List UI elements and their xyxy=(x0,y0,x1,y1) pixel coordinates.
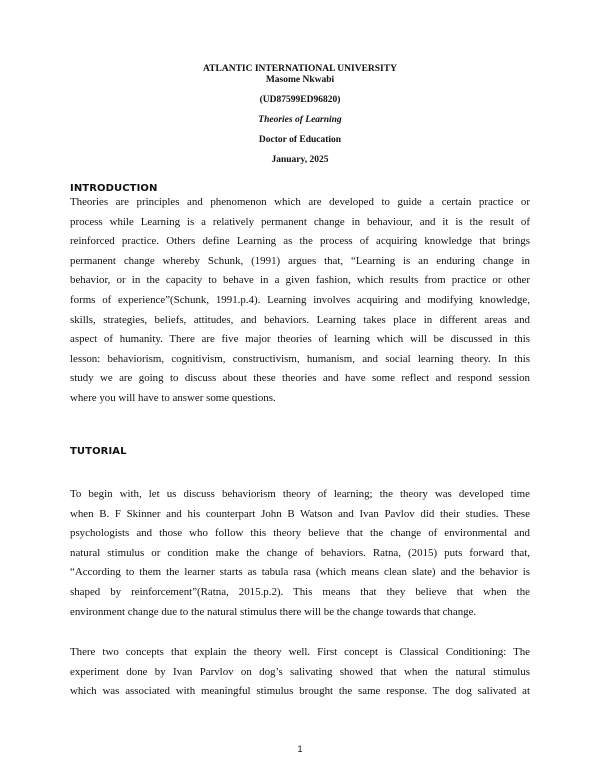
introduction-heading: INTRODUCTION xyxy=(70,183,158,194)
paragraph-line: To begin with, let us discuss behaviorism theory of learning; the theory was developed time xyxy=(70,488,530,500)
page-number: 1 xyxy=(297,744,303,754)
paragraph-line: permanent change whereby Schunk, (1991) argues that, “Learning is an enduring change in xyxy=(70,254,530,267)
university-name: ATLANTIC INTERNATIONAL UNIVERSITY xyxy=(203,64,397,74)
paragraph-line: lesson: behaviorism, cognitivism, constructivism, humanism, and social learning theory. In this xyxy=(70,352,530,365)
paragraph-line: when B. F Skinner and his counterpart John B Watson and Ivan Pavlov did their studies. These xyxy=(70,507,530,520)
degree: Doctor of Education xyxy=(258,135,342,145)
tutorial-heading: TUTORIAL xyxy=(70,446,127,457)
paragraph-line: forms of experience”(Schunk, 1991.p.4). Learning involves acquiring and modifying knowledge, xyxy=(70,293,530,306)
paragraph-line: aspect of humanity. There are five major theories of learning which will be discussed in this xyxy=(70,333,530,346)
paragraph-line: shaped by reinforcement”(Ratna, 2015.p.2). This means that they believe that when the xyxy=(70,585,530,598)
paragraph-line: psychologists and those who follow this theory believe that the change of environmental and xyxy=(70,527,530,540)
paragraph-line: which was associated with meaningful stimulus brought the same response. The dog salivated at xyxy=(70,685,530,698)
paragraph-line: experiment done by Ivan Parvlov on dog’s salivating showed that when the natural stimulus xyxy=(70,665,530,678)
paragraph-line: “According to them the learner starts as tabula rasa (which means clean slate) and the behavior is xyxy=(70,566,530,579)
paragraph-line: natural stimulus or condition make the change of behaviors. Ratna, (2015) puts forward that, xyxy=(70,546,530,559)
paragraph-line: study we are going to discuss about these theories and have some reflect and respond session xyxy=(70,372,530,385)
tutorial-paragraph-2 xyxy=(70,643,530,702)
paragraph-line: skills, strategies, beliefs, attitudes, and behaviors. Learning takes place in different areas and xyxy=(70,313,530,326)
paragraph-line: where you will have to answer some questions. xyxy=(70,391,276,404)
paragraph-line: reinforced practice. Others define Learning as the process of acquiring knowledge that brings xyxy=(70,235,530,248)
author-name: Masome Nkwabi xyxy=(265,75,335,85)
title-block xyxy=(0,64,600,166)
date: January, 2025 xyxy=(271,155,329,165)
paragraph-line: behavior, or in the capacity to behave in a given fashion, which results from practice or other xyxy=(70,274,530,287)
paragraph-line: environment change due to the natural stimulus there will be the change towards that change. xyxy=(70,605,477,618)
tutorial-paragraph-1 xyxy=(70,485,530,622)
paragraph-line: There two concepts that explain the theory well. First concept is Classical Conditioning: The xyxy=(70,646,530,658)
paragraph-line: process while Learning is a relatively permanent change in behaviour, and it is the result of xyxy=(70,215,530,228)
introduction-paragraph xyxy=(70,193,530,409)
paper-title: Theories of Learning xyxy=(258,115,342,125)
paragraph-line: Theories are principles and phenomenon which are developed to guide a certain practice or xyxy=(70,196,530,208)
student-id: (UD87599ED96820) xyxy=(259,95,341,105)
